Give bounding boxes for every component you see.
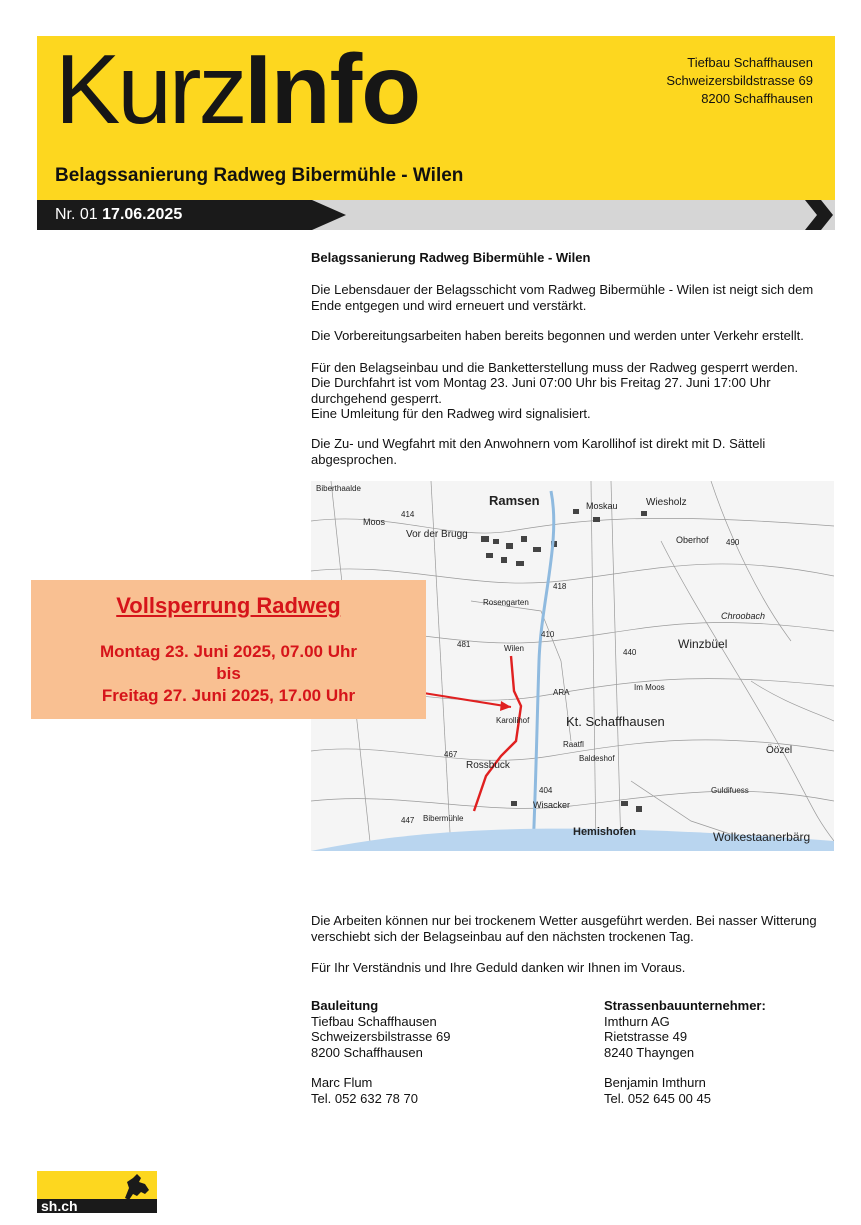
contact-phone: Tel. 052 632 78 70 (311, 1090, 418, 1106)
map-label: 440 (623, 648, 637, 657)
header-title: Belagssanierung Radweg Bibermühle - Wilen (55, 165, 464, 186)
contact-heading: Bauleitung (311, 998, 379, 1013)
map-label: 414 (401, 510, 415, 519)
map-label: Wilen (504, 644, 525, 653)
sh-logo-text: sh.ch (41, 1198, 78, 1214)
map-label: Moos (363, 517, 386, 527)
sender-address (666, 54, 813, 108)
contact-unternehmer: Strassenbauunternehmer: Imthurn AG Rietstrasse 49 8240 Thayngen Benjamin Imthurn Tel. 052 645 00 45 (604, 998, 766, 1106)
map-label: Rosengarten (483, 598, 529, 607)
map-label: Kt. Schaffhausen (566, 714, 665, 729)
issue-band (37, 200, 835, 230)
kurzinfo-logo: KurzInfo (55, 34, 421, 144)
sh-logo (37, 1171, 157, 1213)
map-label: Winzbüel (678, 637, 728, 651)
map-label: Moskau (586, 501, 618, 511)
issue-date: 17.06.2025 (102, 206, 183, 223)
map-label: Chroobach (721, 611, 766, 621)
paragraph: Die Arbeiten können nur bei trockenem Wetter ausgeführt werden. Bei nasser Witterung verschiebt sich der Belagseinbau auf den nächsten trockenen Tag. (311, 913, 817, 944)
header (37, 36, 835, 200)
paragraph: Eine Umleitung für den Radweg wird signalisiert. (311, 406, 591, 421)
map-label: Öözel (766, 745, 793, 756)
paragraph: Für den Belagseinbau und die Banketterstellung muss der Radweg gesperrt werden. (311, 360, 799, 375)
address-line: Schweizersbildstrasse 69 (666, 73, 813, 88)
address-line: Tiefbau Schaffhausen (687, 55, 813, 70)
issue-number: Nr. 01 17.06.2025 (55, 206, 183, 223)
callout-dates: Montag 23. Juni 2025, 07.00 Uhr bis Freitag 27. Juni 2025, 17.00 Uhr (100, 642, 357, 705)
map-label: Ramsen (489, 493, 540, 508)
map-label: 447 (401, 816, 415, 825)
map-label: Hemishofen (573, 826, 636, 838)
map-label: Wolkestaanerbärg (713, 830, 811, 844)
map-label: Raatfl (563, 740, 584, 749)
map-label: 410 (541, 630, 555, 639)
address-line: 8200 Schaffhausen (701, 91, 813, 106)
paragraph: Die Vorbereitungsarbeiten haben bereits begonnen und werden unter Verkehr erstellt. (311, 328, 804, 343)
map-label: Rossbuck (466, 760, 510, 771)
map-label: Oberhof (676, 535, 709, 545)
ram-icon (117, 1172, 157, 1202)
map-label: Karollihof (496, 716, 530, 725)
map-label: Biberthaalde (316, 484, 361, 493)
map-label: ARA (553, 688, 570, 697)
map-label: Bibermühle (423, 814, 464, 823)
contact-heading: Strassenbauunternehmer: (604, 998, 766, 1013)
map-label: Wisacker (533, 800, 571, 810)
paragraph: Die Lebensdauer der Belagsschicht vom Radweg Bibermühle - Wilen ist neigt sich dem Ende entgegen und wird erneuert und verstärkt. (311, 282, 814, 313)
content-title: Belagssanierung Radweg Bibermühle - Wilen (311, 250, 591, 265)
chevron-icon (312, 200, 346, 230)
paragraph: Für Ihr Verständnis und Ihre Geduld danken wir Ihnen im Voraus. (311, 960, 686, 975)
closure-callout (31, 580, 426, 719)
map-label: 467 (444, 750, 458, 759)
map-label: Vor der Brugg (406, 529, 468, 540)
paragraph: Die Durchfahrt ist vom Montag 23. Juni 07:00 Uhr bis Freitag 27. Juni 17:00 Uhr durchgehend gesperrt. (311, 375, 771, 406)
map-label: Im Moos (634, 683, 665, 692)
contact-name: Marc Flum (311, 1075, 373, 1090)
contact-phone: Tel. 052 645 00 45 (604, 1090, 711, 1106)
map-label: 404 (539, 786, 553, 795)
chevron-icon (805, 200, 835, 230)
map-label: Wiesholz (646, 497, 687, 508)
contact-bauleitung: Bauleitung Tiefbau Schaffhausen Schweizersbilstrasse 69 8200 Schaffhausen Marc Flum Tel. 052 632 78 70 (311, 998, 451, 1106)
paragraph: Die Zu- und Wegfahrt mit den Anwohnern vom Karollihof ist direkt mit D. Sätteli abgesprochen. (311, 436, 766, 467)
map-label: 481 (457, 640, 471, 649)
callout-title: Vollsperrung Radweg (116, 593, 341, 618)
map-label: Baldeshof (579, 754, 615, 763)
contact-name: Benjamin Imthurn (604, 1075, 706, 1090)
map-label: Guldifuess (711, 786, 749, 795)
map-label: 418 (553, 582, 567, 591)
map-label: 490 (726, 538, 740, 547)
